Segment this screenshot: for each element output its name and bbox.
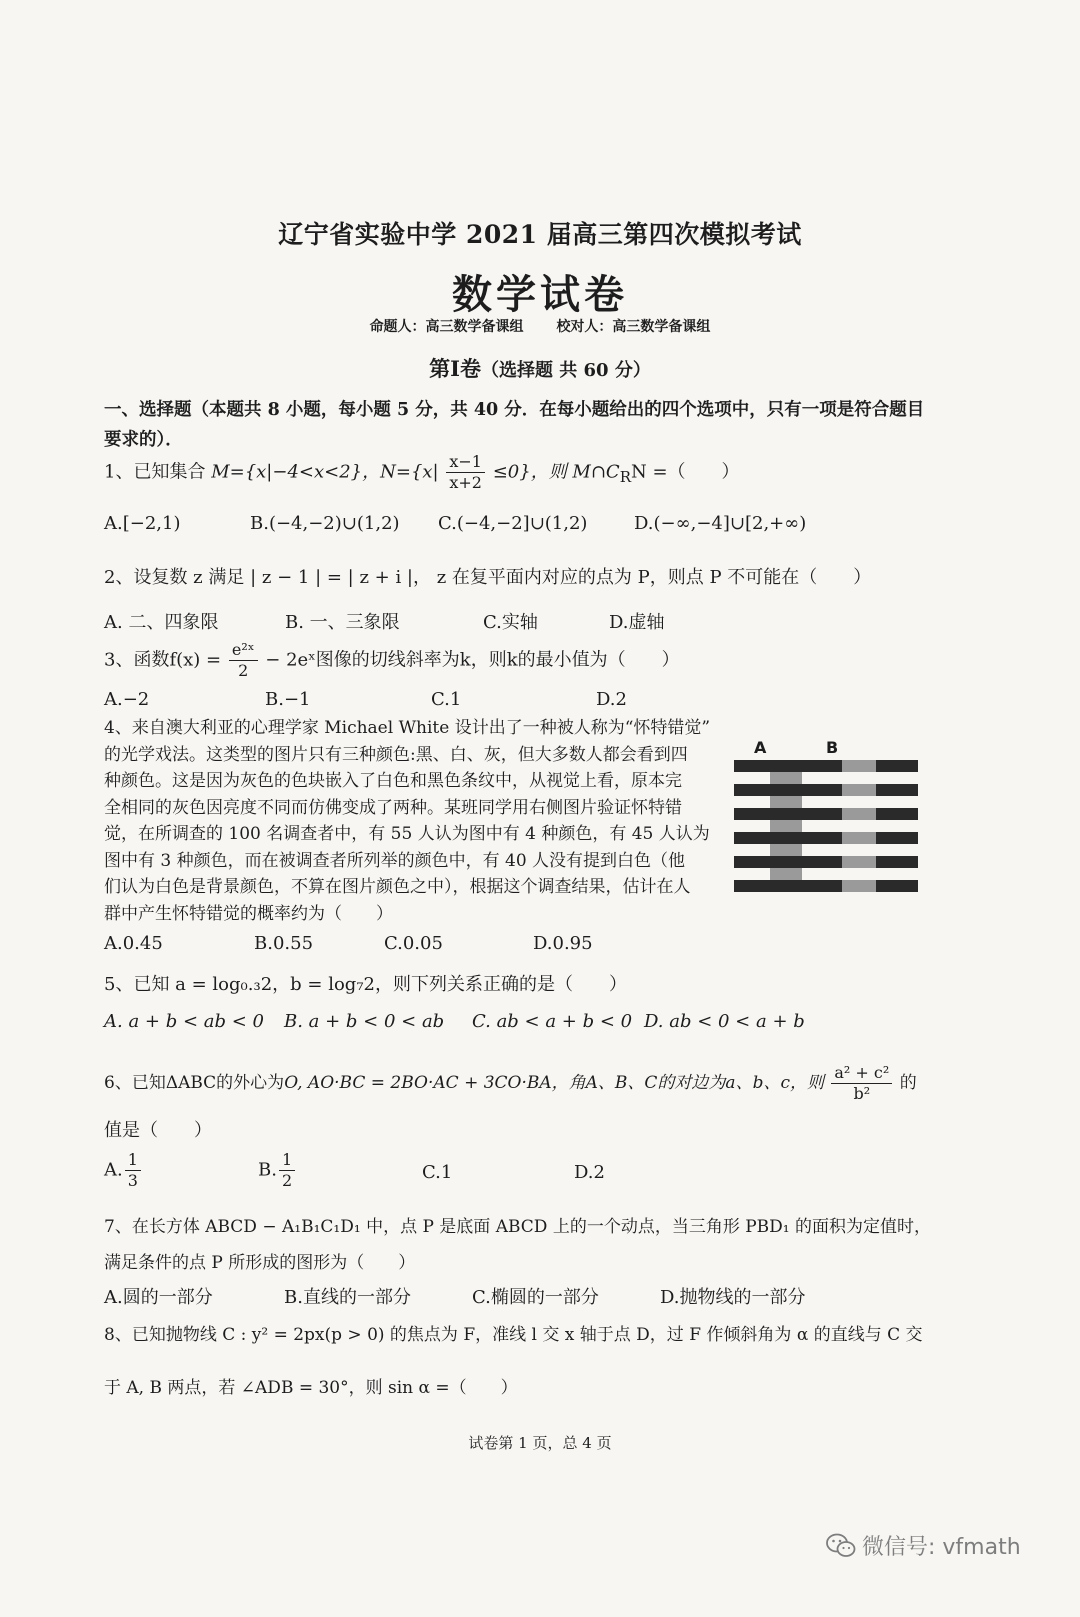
illusion-stripes [734, 760, 918, 900]
q4-line: 4、来自澳大利亚的心理学家 Michael White 设计出了一种被人称为“怀特错觉” [104, 718, 711, 738]
q2-option-c: C.实轴 [483, 612, 538, 633]
q4-line: 群中产生怀特错觉的概率约为（ ） [104, 903, 393, 924]
q4-line: 的光学戏法。这类型的图片只有三种颜色:黑、白、灰，但大多数人都会看到四 [104, 744, 688, 765]
q1-sub-r: R [619, 468, 631, 487]
q6-option-d: D.2 [574, 1162, 605, 1183]
section-note: （选择题 共 60 分） [480, 360, 651, 381]
q4-option-b: B.0.55 [254, 933, 314, 954]
section-main: 第Ⅰ卷 [429, 356, 481, 381]
q5-option-a: A. a + b < ab < 0 [104, 1011, 264, 1032]
q6-option-a-den: 3 [127, 1171, 138, 1190]
wechat-icon [826, 1533, 856, 1559]
q8-stem-line1: 8、已知抛物线 C : y² = 2px(p > 0) 的焦点为 F，准线 l 交 x 轴于点 D，过 F 作倾斜角为 α 的直线与 C 交 [104, 1325, 923, 1345]
q7-option-b: B.直线的一部分 [284, 1287, 411, 1308]
q4-line: 觉，在所调查的 100 名调查者中，有 55 人认为图中有 4 种颜色，有 45 人认为 [104, 824, 710, 844]
q1-option-c: C.(−4,−2]∪(1,2) [438, 513, 588, 534]
q1-option-a: A.[−2,1) [104, 513, 181, 534]
q3-stem-a: 3、函数f(x) = [104, 649, 222, 671]
q5-stem: 5、已知 a = log₀.₃2，b = log₇2，则下列关系正确的是（ ） [104, 974, 627, 995]
part1-heading-line1: 一、选择题（本题共 8 小题，每小题 5 分，共 40 分．在每小题给出的四个选项中，只有一项是符合题目 [104, 400, 925, 420]
setter: 命题人：高三数学备课组 [369, 319, 524, 335]
q3-frac-den: 2 [238, 661, 249, 680]
page-footer: 试卷第 1 页，总 4 页 [468, 1434, 612, 1452]
q1-stem-b: M={x|−4<x<2}，N={x| [211, 461, 439, 483]
q6-option-a-prefix: A. [104, 1159, 123, 1181]
q5-option-b: B. a + b < 0 < ab [284, 1011, 445, 1032]
q6-option-b-num: 1 [279, 1150, 295, 1171]
q6-option-a-num: 1 [125, 1150, 141, 1171]
q1-option-b: B.(−4,−2)∪(1,2) [250, 513, 400, 534]
q6-option-b-den: 2 [281, 1171, 293, 1190]
q1-stem [104, 452, 740, 493]
q1-fraction [446, 452, 485, 493]
q5-option-d: D. ab < 0 < a + b [644, 1011, 805, 1032]
q3-option-a: A.−2 [104, 689, 150, 710]
q6-fraction [831, 1063, 892, 1104]
q6-option-b-fraction [279, 1150, 295, 1191]
q2-option-d: D.虚轴 [609, 612, 665, 633]
q5-option-c: C. ab < a + b < 0 [472, 1011, 633, 1032]
q4-option-d: D.0.95 [533, 933, 593, 954]
q1-stem-d: N =（ ） [631, 461, 740, 483]
part1-heading-line2: 要求的）． [104, 430, 183, 450]
q6-frac-den: b² [853, 1084, 871, 1103]
q6-stem-line2: 值是（ ） [104, 1120, 212, 1141]
q6-option-a-fraction [125, 1150, 141, 1191]
figure-label-b: B [826, 738, 839, 757]
q1-option-d: D.(−∞,−4]∪[2,+∞) [634, 513, 807, 534]
q4-line: 图中有 3 种颜色，而在被调查者所列举的颜色中，有 40 人没有提到白色（他 [104, 850, 686, 871]
q1-frac-num: x−1 [446, 452, 485, 473]
q6-frac-num: a² + c² [831, 1063, 892, 1084]
q3-option-c: C.1 [431, 689, 462, 710]
white-illusion-figure [734, 738, 918, 898]
q4-line: 种颜色。这是因为灰色的色块嵌入了白色和黑色条纹中，从视觉上看，原本完 [104, 771, 682, 791]
q6-option-a [104, 1150, 143, 1191]
subject-title: 数学试卷 [452, 271, 628, 318]
q7-option-c: C.椭圆的一部分 [472, 1287, 599, 1308]
q3-option-d: D.2 [596, 689, 627, 710]
q2-option-a: A. 二、四象限 [104, 612, 219, 633]
q4-stem [104, 715, 724, 927]
part1-heading [104, 395, 944, 455]
exam-title: 辽宁省实验中学 2021 届高三第四次模拟考试 [278, 220, 802, 249]
q6-stem-a: 6、已知ΔABC的外心为 [104, 1073, 285, 1093]
q3-stem [104, 640, 680, 681]
q7-stem-line1: 7、在长方体 ABCD − A₁B₁C₁D₁ 中，点 P 是底面 ABCD 上的一个动点，当三角形 PBD₁ 的面积为定值时， [104, 1217, 932, 1237]
q7-option-a: A.圆的一部分 [104, 1287, 213, 1308]
q2-stem: 2、设复数 z 满足 | z − 1 | = | z + i |， z 在复平面内对应的点为 P，则点 P 不可能在（ ） [104, 567, 872, 588]
q1-stem-c: ≤0}，则 M∩C [492, 461, 620, 483]
makers-line [0, 316, 1080, 336]
section-heading [0, 353, 1080, 383]
checker: 校对人：高三数学备课组 [556, 319, 711, 335]
q3-option-b: B.−1 [265, 689, 311, 710]
q6-stem-c: 的 [899, 1073, 917, 1093]
q3-fraction [229, 640, 258, 681]
q1-frac-den: x+2 [449, 473, 482, 492]
q1-stem-a: 1、已知集合 [104, 461, 206, 483]
q3-frac-num: e²ˣ [229, 640, 258, 661]
q4-option-a: A.0.45 [104, 933, 163, 954]
q4-line: 全相同的灰色因亮度不同而仿佛变成了两种。某班同学用右侧图片验证怀特错 [104, 797, 682, 818]
q3-stem-b: − 2eˣ图像的切线斜率为k，则k的最小值为（ ） [265, 649, 680, 671]
watermark [826, 1530, 1021, 1561]
q2-option-b: B. 一、三象限 [285, 612, 400, 633]
q7-stem-line2: 满足条件的点 P 所形成的图形为（ ） [104, 1253, 416, 1273]
q8-stem-line2: 于 A, B 两点，若 ∠ADB = 30°，则 sin α =（ ） [104, 1378, 518, 1398]
q4-option-c: C.0.05 [384, 933, 443, 954]
q6-stem [104, 1063, 917, 1104]
q6-stem-b: O, AO·BC = 2BO·AC + 3CO·BA，角A、B、C的对边为a、b、c，则 [284, 1073, 824, 1093]
watermark-text: 微信号: vfmath [862, 1535, 1021, 1560]
figure-label-a: A [754, 738, 767, 757]
q4-line: 们认为白色是背景颜色，不算在图片颜色之中），根据这个调查结果，估计在人 [104, 877, 691, 897]
q6-option-c: C.1 [422, 1162, 453, 1183]
q6-option-b [258, 1150, 297, 1191]
q6-option-b-prefix: B. [258, 1159, 277, 1181]
q7-option-d: D.抛物线的一部分 [660, 1287, 806, 1308]
